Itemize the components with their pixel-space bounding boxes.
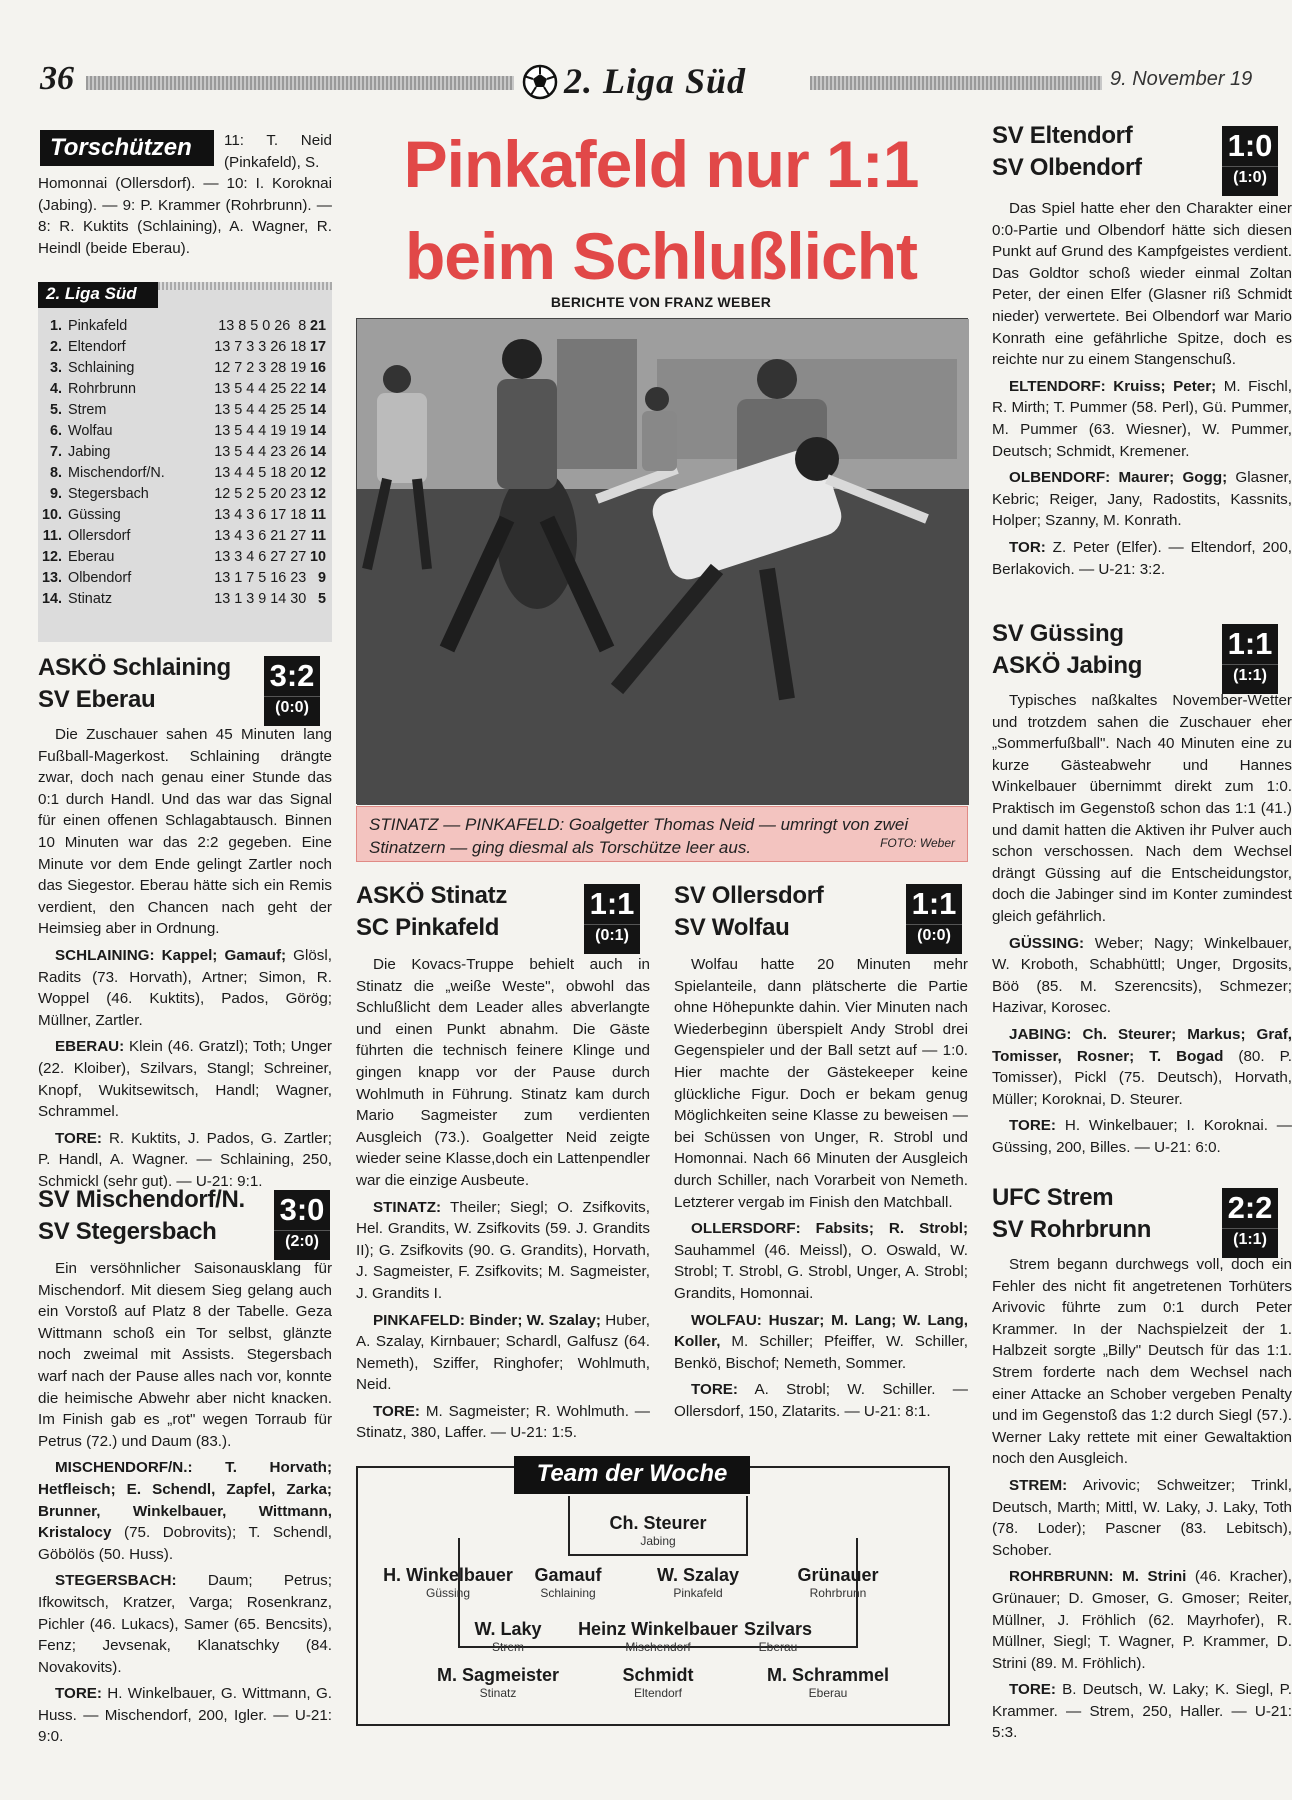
match5-home: SV Eltendorf [992, 122, 1133, 149]
player-club: Mischendorf [625, 1640, 691, 1654]
match5-lineup-away: OLBENDORF: Maurer; Gogg; Glasner, Kebric; Reiger, Jany, Radostits, Kassnits, Holper; Szanny, M. Konrath. [992, 469, 1292, 530]
table-row [42, 526, 326, 547]
match1-home: ASKÖ Schlaining [38, 654, 231, 681]
table-row [42, 379, 326, 400]
table-row [42, 442, 326, 463]
table-cell-team: Eberau [68, 549, 115, 565]
table-cell-pos: 12. [42, 549, 63, 565]
table-cell-stats: 13 4 3 6 17 18 [214, 507, 307, 523]
match2-goals: TORE: H. Winkelbauer, G. Wittmann, G. Huss. — Mischendorf, 200, Igler. — U-21: 9:0. [38, 1685, 332, 1746]
match3-report: Die Kovacs-Truppe behielt auch in Stinatz die „weiße Weste", obwohl das Schlußlicht dem Leader alles abverlangte und einen Punkt abnahm. Die Gäste führten die technisch feinere Klinge und gingen knapp vor der Pause durch Wohlmuth in Führung. Stinatz kam durch Mario Sagmeister zum verdienten Ausgleich (73.). Goalgetter Neid zeigte wieder seine Klasse,doch ein Lattenpendler war die einzige Ausbeute. [356, 956, 650, 1189]
match6-halftime: (1:1) [1222, 664, 1278, 687]
player-club: Strem [491, 1640, 524, 1654]
table-cell-team: Ollersdorf [68, 528, 131, 544]
table-cell-pts: 5 [317, 591, 326, 607]
player-club: Stinatz [479, 1686, 517, 1700]
table-row [42, 463, 326, 484]
table-cell-pos: 4. [50, 381, 63, 397]
photo-illustration [357, 319, 969, 805]
header-rule-right [810, 76, 1102, 90]
match7-goals: TORE: B. Deutsch, W. Laky; K. Siegl, P. Krammer. — Strem, 250, Haller. — U-21: 5:3. [992, 1681, 1292, 1742]
match1-report: Die Zuschauer sahen 45 Minuten lang Fußball-Magerkost. Schlaining drängte zwar, doch nach genau einer Stunde das 0:1 durch Handl. Und das war das Signal für einen offenen Schlagabtausch. Binnen 10 Minuten war das 2:2 gegeben. Eine Minute vor dem Ende gelingt Zartler noch das Siegestor. Eberau hätte sich ein Remis verdient, den Chancen nach geht der Heimsieg aber in Ordnung. [38, 726, 332, 938]
match1-away: SV Eberau [38, 686, 156, 713]
match6-away: ASKÖ Jabing [992, 652, 1143, 679]
match5-final: 1:0 [1227, 128, 1273, 163]
table-cell-stats: 13 3 4 6 27 27 [214, 549, 307, 565]
table-row [42, 568, 326, 589]
match4-title [674, 880, 884, 944]
team-title: Team der Woche [514, 1456, 750, 1494]
match2-home: SV Mischendorf/N. [38, 1186, 245, 1213]
match3-body [356, 954, 650, 1444]
match2-lineup-away: STEGERSBACH: Daum; Petrus; Ifkowitsch, Kratzer, Varga; Rosenkranz, Pichler (46. Lukacs), Samer (65. Bencsits), Fenz; Jevsenak, Klanatschky (84. Novakovits). [38, 1572, 332, 1676]
byline: BERICHTE VON FRANZ WEBER [550, 294, 772, 310]
match7-lineup-away: ROHRBRUNN: M. Strini (46. Kracher), Grünauer; D. Gmoser, G. Gmoser; Reiter, Müllner, J. Fröhlich (62. Mayrhofer), R. Müllner, Siegl; T. Wagner, P. Krammer, D. Strini (89. M. Fröhlich). [992, 1568, 1292, 1672]
table-cell-pos: 11. [42, 528, 63, 544]
table-cell-pos: 13. [42, 570, 63, 586]
table-cell-pts: 14 [309, 423, 326, 439]
match5-title [992, 120, 1232, 184]
match2-final: 3:0 [279, 1192, 325, 1227]
match7-body [992, 1254, 1292, 1754]
table-cell-pts: 14 [309, 381, 326, 397]
match4-report: Wolfau hatte 20 Minuten mehr Spielanteile, dann plätscherte die Partie ohne Höhepunkte dahin. Vier Minuten nach Wiederbeginn überspielt Andy Strobl drei Gegenspieler und der Ball setzt auf — 1:0. Hier machte der Gästekeeper keine glückliche Figur. Doch er bekam genug Möglichkeiten seine Klasse zu beweisen — bei Schüssen von Unger, R. Strobl und Homonnai. Nach 66 Minuten der Ausgleich durch Schiller, nach Vorarbeit von Nemeth. Letzterer vergab im Finish den Matchball. [674, 956, 968, 1211]
table-cell-pts: 11 [310, 507, 326, 523]
match6-goals: TORE: H. Winkelbauer; I. Koroknai. — Güssing, 200, Billes. — U-21: 6:0. [992, 1117, 1292, 1156]
player-name: Gamauf [534, 1565, 602, 1585]
table-cell-pos: 6. [50, 423, 63, 439]
table-cell-pts: 11 [310, 528, 326, 544]
table-cell-team: Güssing [68, 507, 121, 523]
match-photo [356, 318, 968, 804]
caption-text: STINATZ — PINKAFELD: Goalgetter Thomas Neid — umringt von zwei Stinatzern — ging diesmal als Torschütze leer aus. [369, 815, 909, 857]
table-cell-stats: 13 4 3 6 21 27 [214, 528, 307, 544]
table-cell-pts: 12 [309, 486, 326, 502]
section-title: 2. Liga Süd [564, 61, 747, 101]
table-cell-pts: 21 [309, 318, 326, 334]
player-club: Eberau [808, 1686, 848, 1700]
table-cell-stats: 13 1 7 5 16 23 [214, 570, 307, 586]
table-body [42, 316, 326, 610]
player-name: Schmidt [622, 1665, 694, 1685]
match4-lineup-home: OLLERSDORF: Fabsits; R. Strobl; Sauhammel (46. Meissl), O. Oswald, W. Strobl; T. Strobl, G. Strobl, Unger, A. Strobl; Grandits, Homonnai. [674, 1220, 968, 1302]
match3-score [584, 884, 640, 954]
match1-lineup-home: SCHLAINING: Kappel; Gamauf; Glösl, Radits (73. Horvath), Artner; Simon, R. Woppel (46. Kuktits), Pados, Görög; Müllner, Zartler. [38, 946, 332, 1029]
table-cell-pos: 8. [50, 465, 63, 481]
table-cell-pos: 1. [50, 318, 63, 334]
match4-goals: TORE: A. Strobl; W. Schiller. — Ollersdorf, 150, Zlatarits. — U-21: 8:1. [674, 1381, 968, 1420]
photo-credit: FOTO: Weber [880, 836, 955, 850]
table-cell-team: Stegersbach [68, 486, 149, 502]
player-club: Güssing [425, 1586, 471, 1600]
match5-lineup-home: ELTENDORF: Kruiss; Peter; M. Fischl, R. Mirth; T. Pummer (58. Perl), Gü. Pummer, M. Pummer (63. Wiesner), W. Pummer, Deutsch; Schmidt, Kremener. [992, 377, 1292, 460]
table-cell-stats: 13 1 3 9 14 30 [214, 591, 307, 607]
scorers-label: Torschützen [40, 130, 214, 166]
table-cell-stats: 13 4 4 5 18 20 [214, 465, 307, 481]
match7-score [1222, 1188, 1278, 1258]
player-club: Rohrbrunn [809, 1586, 867, 1600]
football-icon [522, 64, 558, 100]
match1-body [38, 724, 332, 1192]
match4-final: 1:1 [911, 886, 957, 921]
page-number: 36 [40, 60, 74, 97]
match6-lineup-away: JABING: Ch. Steurer; Markus; Graf, Tomisser, Rosner; T. Bogad (80. P. Tomisser), Pickl (75. Deutsch), Horvath, Müller; Koroknai, D. Steurer. [992, 1025, 1292, 1108]
table-cell-pts: 14 [309, 402, 326, 418]
match3-halftime: (0:1) [584, 924, 640, 947]
match6-report: Typisches naßkaltes November-Wetter und trotzdem sahen die Zuschauer eher „Sommerfußball". Nach 40 Minuten eine zu kurze Gästeabwehr und Hannes Winkelbauer übernimmt direkt zum 1:0. Praktisch im Gegenstoß schon das 1:1 (41.) und damit hatten die Aktiven ihr Pulver auch schon verschossen. Nach dem Wechsel drängt Güssing auf die Entscheidungstor, doch die Jabinger sind im Konter zumindest gleich gefährlich. [992, 692, 1292, 925]
table-cell-stats: 13 8 5 0 26 8 [218, 318, 307, 334]
team-of-week [356, 1460, 950, 1726]
match3-goals: TORE: M. Sagmeister; R. Wohlmuth. — Stinatz, 380, Laffer. — U-21: 1:5. [356, 1402, 650, 1442]
match5-goals: TOR: Z. Peter (Elfer). — Eltendorf, 200, Berlakovich. — U-21: 3:2. [992, 538, 1292, 578]
player-name: W. Laky [474, 1619, 542, 1639]
table-cell-stats: 13 5 4 4 25 25 [214, 402, 307, 418]
match5-away: SV Olbendorf [992, 154, 1142, 181]
player-club: Jabing [640, 1534, 676, 1548]
table-row [42, 337, 326, 358]
match6-final: 1:1 [1227, 626, 1273, 661]
match2-away: SV Stegersbach [38, 1218, 217, 1245]
page-date: 9. November 19 [1110, 68, 1253, 90]
table-row [42, 316, 326, 337]
player-club: Eberau [758, 1640, 798, 1654]
table-cell-team: Stinatz [68, 591, 113, 607]
match7-home: UFC Strem [992, 1184, 1114, 1211]
team-player [548, 1512, 768, 1548]
table-cell-team: Pinkafeld [68, 318, 128, 334]
match2-score [274, 1190, 330, 1260]
player-name: H. Winkelbauer [383, 1565, 513, 1585]
player-name: M. Sagmeister [436, 1665, 560, 1685]
match6-title [992, 618, 1232, 682]
main-headline [356, 118, 966, 302]
player-club: Eltendorf [633, 1686, 683, 1700]
match2-report: Ein versöhnlicher Saisonausklang für Mischendorf. Mit diesem Sieg gelang auch ein Vorstoß auf Platz 8 der Tabelle. Geza Wittmann schoß ein Tor selbst, glänzte noch zweimal mit Assists. Stegersbach warf nach der Pause alles nach vor, konnte die heimische Abwehr aber nicht knacken. Im Finish gab es „rot" wegen Torraub für Petrus (72.) und Daum (83.). [38, 1260, 332, 1450]
table-cell-stats: 13 5 4 4 19 19 [214, 423, 307, 439]
table-cell-pos: 5. [50, 402, 63, 418]
match2-lineup-home: MISCHENDORF/N.: T. Horvath; Hetfleisch; E. Schendl, Zapfel, Zarka; Brunner, Winkelbauer, Wittmann, Kristalocy (75. Dobrovits); T. Schendl, Göbölös (50. Huss). [38, 1459, 332, 1563]
match4-away: SV Wolfau [674, 914, 790, 941]
match1-halftime: (0:0) [264, 696, 320, 719]
match5-score [1222, 126, 1278, 196]
table-cell-pos: 7. [50, 444, 63, 460]
table-row [42, 400, 326, 421]
match4-body [674, 954, 968, 1422]
player-name: M. Schrammel [766, 1665, 890, 1685]
player-name: Szilvars [743, 1619, 813, 1639]
table-row [42, 547, 326, 568]
table-cell-team: Rohrbrunn [68, 381, 137, 397]
table-cell-team: Mischendorf/N. [68, 465, 165, 481]
match1-lineup-away: EBERAU: Klein (46. Gratzl); Toth; Unger (22. Kloiber), Szilvars, Stangl; Schreiner, Knopf, Wukitsewitsch, Handl; Wagner, Schrammel. [38, 1038, 332, 1121]
table-cell-stats: 13 5 4 4 25 22 [214, 381, 307, 397]
match3-home: ASKÖ Stinatz [356, 882, 508, 909]
table-cell-pts: 9 [317, 570, 326, 586]
match5-report: Das Spiel hatte eher den Charakter einer 0:0-Partie und Olbendorf hätte sich diesen Punkt auf Grund des Kampfgeistes verdient. Das Goldtor schoß wieder einmal Zoltan Peter, der einen Elfer (Glasner riß Schmidt nieder) verwertete. Bei Olbendorf war Mario Konrath eine gefährliche Spitze, doch es reichte nur zu einem Stangenschuß. [992, 200, 1292, 369]
match7-report: Strem begann durchwegs voll, doch ein Fehler des nicht fit angetretenen Torhüters Arivovic führte zum 0:1 durch Peter Krammer. In der Nachspielzeit der 1. Halbzeit sorgte „Billy" Deutsch für das 1:1. Strem forderte nach dem Wechsel nach einer Attacke an Schober vergeben Penalty und im Gegenstoß das 1:2 durch Siegl (57.). Werner Laky rettete mit einer Gewaltaktion noch den Ausgleich. [992, 1256, 1292, 1468]
table-cell-stats: 13 5 4 4 23 26 [214, 444, 307, 460]
match3-away: SC Pinkafeld [356, 914, 500, 941]
table-cell-pos: 2. [50, 339, 63, 355]
table-cell-stats: 12 7 2 3 28 19 [214, 360, 307, 376]
table-cell-pts: 17 [309, 339, 326, 355]
match3-final: 1:1 [589, 886, 635, 921]
player-name: Grünauer [797, 1565, 879, 1585]
table-cell-pos: 10. [42, 507, 63, 523]
table-row [42, 505, 326, 526]
table-cell-pts: 16 [309, 360, 326, 376]
match6-score [1222, 624, 1278, 694]
team-player [728, 1664, 928, 1700]
table-cell-pts: 10 [309, 549, 326, 565]
player-name: Ch. Steurer [609, 1513, 707, 1533]
match2-halftime: (2:0) [274, 1230, 330, 1253]
match2-title [38, 1184, 268, 1248]
table-cell-team: Strem [68, 402, 107, 418]
table-cell-team: Olbendorf [68, 570, 132, 586]
table-row [42, 421, 326, 442]
match4-halftime: (0:0) [906, 924, 962, 947]
match3-lineup-away: PINKAFELD: Binder; W. Szalay; Huber, A. Szalay, Kirnbauer; Schardl, Galfusz (64. Nemeth), Sziffer, Ringhofer; Wohlmuth, Neid. [356, 1311, 650, 1394]
match2-body [38, 1258, 332, 1748]
table-row [42, 589, 326, 610]
match6-body [992, 690, 1292, 1160]
table-cell-team: Eltendorf [68, 339, 126, 355]
match3-title [356, 880, 566, 944]
table-cell-stats: 13 7 3 3 26 18 [214, 339, 307, 355]
match4-lineup-away: WOLFAU: Huszar; M. Lang; W. Lang, Koller, M. Schiller; Pfeiffer, W. Schiller, Benkö, Bischof; Nemeth, Sommer. [674, 1311, 968, 1372]
match7-away: SV Rohrbrunn [992, 1216, 1152, 1243]
table-cell-pos: 9. [50, 486, 63, 502]
match4-score [906, 884, 962, 954]
team-player [748, 1564, 928, 1600]
table-cell-stats: 12 5 2 5 20 23 [214, 486, 307, 502]
table-cell-team: Wolfau [68, 423, 113, 439]
match7-halftime: (1:1) [1222, 1228, 1278, 1251]
player-club: Schlaining [540, 1586, 596, 1600]
league-table [38, 282, 332, 642]
team-player [688, 1618, 868, 1654]
headline-line2: beim Schlußlicht [404, 219, 918, 293]
header-rule-left [86, 76, 514, 90]
match1-goals: TORE: R. Kuktits, J. Pados, G. Zartler; P. Handl, A. Wagner. — Schlaining, 250, Schmickl (sehr gut). — U-21: 9:1. [38, 1129, 332, 1190]
photo-caption [356, 806, 968, 862]
player-name: W. Szalay [656, 1565, 740, 1585]
table-cell-pts: 14 [309, 444, 326, 460]
table-row [42, 358, 326, 379]
match5-body [992, 198, 1292, 598]
player-club: Pinkafeld [673, 1586, 723, 1600]
table-cell-pos: 14. [42, 591, 63, 607]
match3-lineup-home: STINATZ: Theiler; Siegl; O. Zsifkovits, Hel. Grandits, W. Zsifkovits (59. J. Grandits II); G. Zsifkovits (90. G. Grandits), Horvath, J. Sagmeister, F. Zsifkovits; M. Sagmeister, J. Grandits I. [356, 1198, 650, 1302]
table-row [42, 484, 326, 505]
match1-title [38, 652, 268, 716]
scorers-text-first: 11: T. Neid (Pinkafeld), S. [224, 132, 332, 171]
match4-home: SV Ollersdorf [674, 882, 824, 909]
match7-final: 2:2 [1227, 1190, 1273, 1225]
headline-line1: Pinkafeld nur 1:1 [403, 127, 919, 201]
match7-title [992, 1182, 1232, 1246]
scorers-text: Homonnai (Ollersdorf). — 10: I. Koroknai (Jabing). — 9: P. Krammer (Rohrbrunn). — 8: R. Kuktits (Schlaining), A. Wagner, R. Heindl (beide Eberau). [38, 175, 332, 257]
match6-home: SV Güssing [992, 620, 1124, 647]
table-cell-team: Jabing [68, 444, 111, 460]
table-title: 2. Liga Süd [38, 282, 158, 308]
table-cell-team: Schlaining [68, 360, 135, 376]
player-name: Heinz Winkelbauer [578, 1619, 738, 1639]
table-cell-pts: 12 [309, 465, 326, 481]
match1-final: 3:2 [269, 658, 315, 693]
match7-lineup-home: STREM: Arivovic; Schweitzer; Trinkl, Deutsch, Marth; Mittl, W. Laky, J. Laky, Toth (78. Loder); Pascner (83. Lebitsch), Schober. [992, 1476, 1292, 1559]
table-cell-pos: 3. [50, 360, 63, 376]
match6-lineup-home: GÜSSING: Weber; Nagy; Winkelbauer, W. Kroboth, Schabhüttl; Unger, Drgosits, Böö (85. M. Szerencsits), Schmezer; Hazivar, Korosec. [992, 934, 1292, 1017]
match1-score [264, 656, 320, 726]
match5-halftime: (1:0) [1222, 166, 1278, 189]
